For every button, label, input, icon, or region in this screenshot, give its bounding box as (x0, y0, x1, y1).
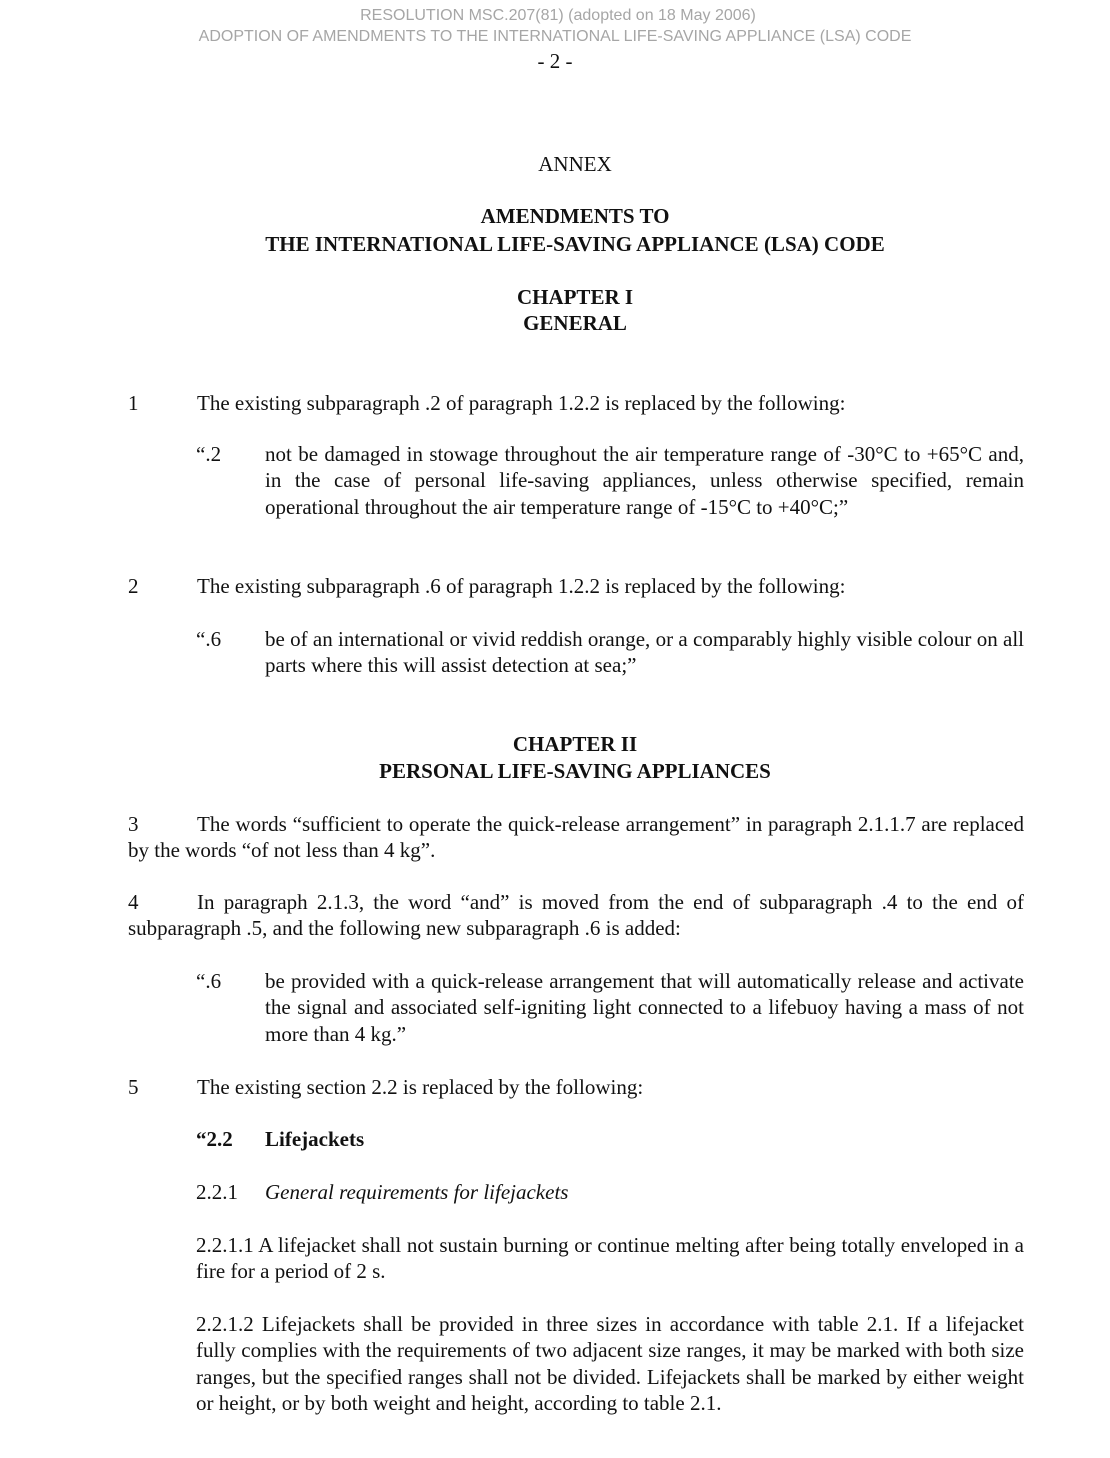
document-header-resolution: RESOLUTION MSC.207(81) (adopted on 18 May 2006) (360, 7, 756, 24)
chapter2-title: PERSONAL LIFE-SAVING APPLIANCES (379, 759, 771, 783)
item-2-number: 2 (128, 574, 139, 598)
subsection-2-2-1-label: 2.2.1 (196, 1180, 238, 1204)
item-4-number: 4 (128, 890, 139, 914)
item-4-quote-label: “.6 (196, 969, 222, 993)
item-5-text: The existing section 2.2 is replaced by the following: (197, 1075, 644, 1099)
document-header-title: ADOPTION OF AMENDMENTS TO THE INTERNATIONAL LIFE-SAVING APPLIANCE (LSA) CODE (198, 28, 912, 45)
item-1-text: The existing subparagraph .2 of paragraph 1.2.2 is replaced by the following: (197, 391, 846, 415)
item-1-quote-text: not be damaged in stowage throughout the air temperature range of -30°C to +65°C and, in the case of personal life-saving appliances, unless otherwise specified, remain operational throughout the air temperature range of -15°C to +40°C;” (265, 442, 1024, 519)
item-4-quote-text: be provided with a quick-release arrangement that will automatically release and activate the signal and associated self-igniting light connected to a lifebuoy having a mass of not more than 4 kg.” (265, 969, 1024, 1046)
item-4-text: In paragraph 2.1.3, the word “and” is moved from the end of subparagraph .4 to the end of subparagraph .5, and the following new subparagraph .6 is added: (128, 890, 1024, 941)
chapter2-number: CHAPTER II (512, 732, 638, 756)
annex-title-line1: AMENDMENTS TO (480, 204, 670, 228)
item-2-text: The existing subparagraph .6 of paragraph 1.2.2 is replaced by the following: (197, 574, 846, 598)
subsection-2-2-1-title: General requirements for lifejackets (265, 1180, 569, 1204)
item-3-number: 3 (128, 812, 139, 836)
item-3-paragraph (128, 811, 1024, 864)
item-2-quote-text: be of an international or vivid reddish orange, or a comparably highly visible colour on all parts where this will assist detection at sea;” (265, 627, 1024, 678)
item-3-text: The words “sufficient to operate the quick-release arrangement” in paragraph 2.1.1.7 are replaced by the words “of not less than 4 kg”. (128, 812, 1024, 863)
annex-label: ANNEX (538, 152, 612, 176)
annex-title-line2: THE INTERNATIONAL LIFE-SAVING APPLIANCE (LSA) CODE (265, 232, 885, 256)
item-4-paragraph (128, 889, 1024, 942)
item-1-quote-label: “.2 (196, 442, 222, 466)
clause-2-2-1-2: 2.2.1.2 Lifejackets shall be provided in three sizes in accordance with table 2.1. If a lifejacket fully complies with the requirements of two adjacent size ranges, it may be marked with both size ranges, but the specified ranges shall not be divided. Lifejackets shall be marked by either weight or height, or by both weight and height, according to table 2.1. (196, 1312, 1024, 1415)
item-2-quote-label: “.6 (196, 627, 222, 651)
item-5-number: 5 (128, 1075, 139, 1099)
section-2-2-title: Lifejackets (265, 1127, 365, 1151)
chapter1-title: GENERAL (523, 311, 627, 335)
chapter1-number: CHAPTER I (516, 285, 634, 309)
item-1-number: 1 (128, 391, 139, 415)
page-number: - 2 - (537, 49, 573, 73)
section-2-2-label: “2.2 (196, 1127, 233, 1151)
clause-2-2-1-1: 2.2.1.1 A lifejacket shall not sustain burning or continue melting after being totally enveloped in a fire for a period of 2 s. (196, 1233, 1024, 1284)
